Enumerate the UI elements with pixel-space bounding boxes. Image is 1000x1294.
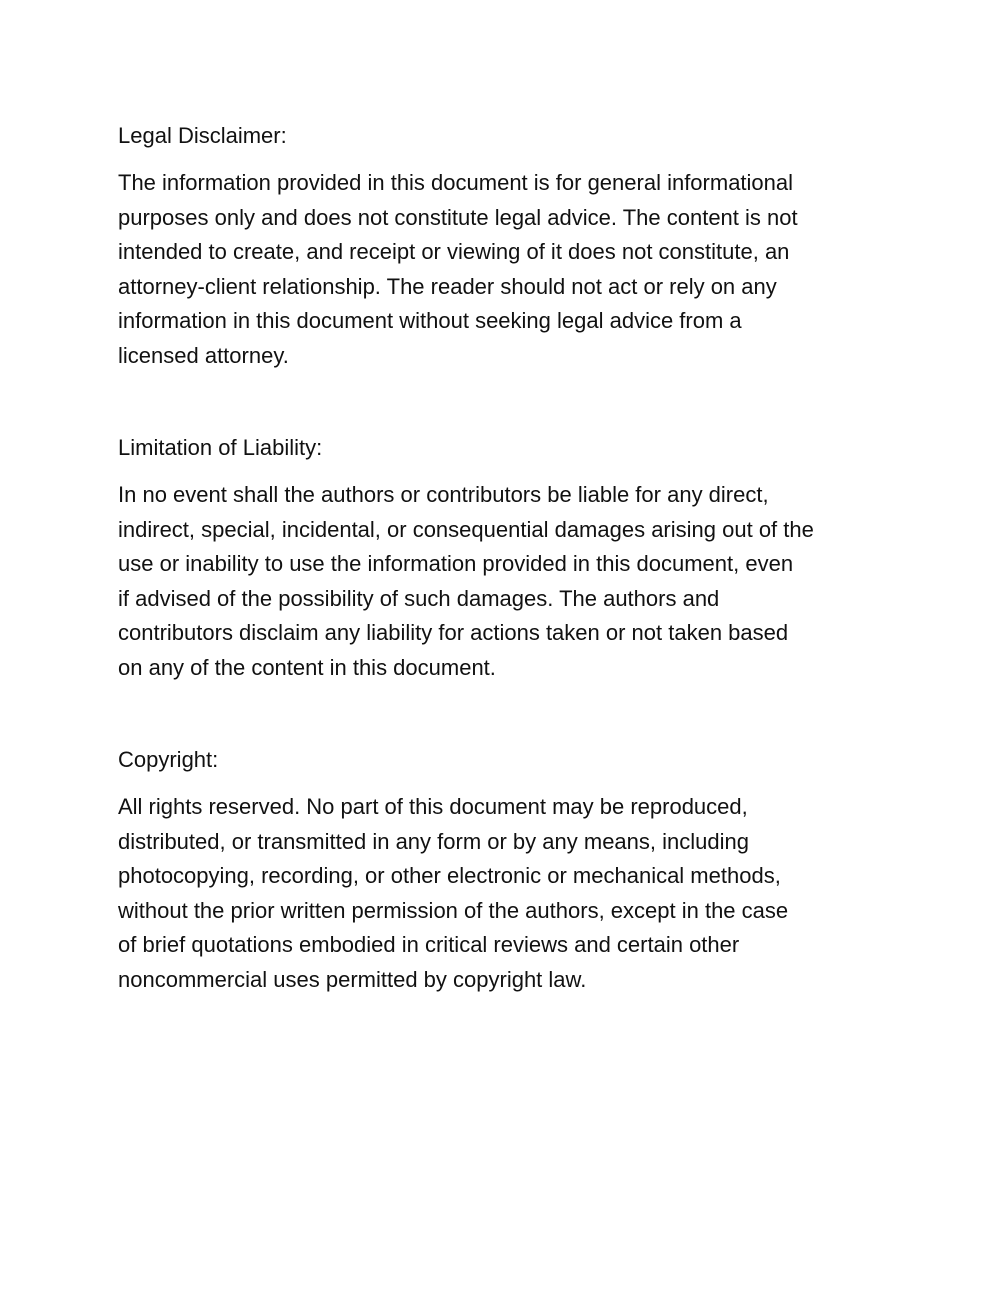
section-heading: Copyright: — [118, 747, 219, 772]
section-legal-disclaimer — [118, 119, 898, 373]
paragraph-line: licensed attorney. — [118, 342, 289, 368]
paragraph-line: attorney-client relationship. The reader should not act or rely on any — [118, 273, 777, 299]
section-limitation-of-liability — [118, 431, 898, 685]
paragraph-line: without the prior written permission of the authors, except in the case — [118, 897, 789, 923]
section-copyright — [118, 743, 898, 997]
section-paragraph — [118, 166, 898, 373]
paragraph-line: photocopying, recording, or other electronic or mechanical methods, — [118, 863, 781, 888]
paragraph-line: of brief quotations embodied in critical reviews and certain other — [118, 932, 740, 957]
paragraph-line: indirect, special, incidental, or consequential damages arising out of the — [118, 516, 814, 542]
section-paragraph — [118, 478, 898, 685]
paragraph-line: In no event shall the authors or contributors be liable for any direct, — [118, 482, 769, 507]
paragraph-line: on any of the content in this document. — [118, 654, 496, 680]
paragraph-line: noncommercial uses permitted by copyright law. — [118, 966, 587, 992]
section-heading: Limitation of Liability: — [118, 435, 323, 460]
paragraph-line: if advised of the possibility of such damages. The authors and — [118, 585, 720, 611]
section-paragraph — [118, 790, 898, 997]
paragraph-line: purposes only and does not constitute legal advice. The content is not — [118, 204, 798, 230]
paragraph-line: contributors disclaim any liability for actions taken or not taken based — [118, 620, 789, 645]
paragraph-line: intended to create, and receipt or viewing of it does not constitute, an — [118, 239, 790, 264]
section-heading: Legal Disclaimer: — [118, 123, 287, 148]
paragraph-line: information in this document without seeking legal advice from a — [118, 308, 742, 333]
document-page — [118, 119, 898, 1055]
paragraph-line: distributed, or transmitted in any form or by any means, including — [118, 828, 749, 854]
paragraph-line: The information provided in this document is for general informational — [118, 170, 794, 195]
paragraph-line: use or inability to use the information provided in this document, even — [118, 551, 794, 576]
paragraph-line: All rights reserved. No part of this document may be reproduced, — [118, 794, 748, 819]
